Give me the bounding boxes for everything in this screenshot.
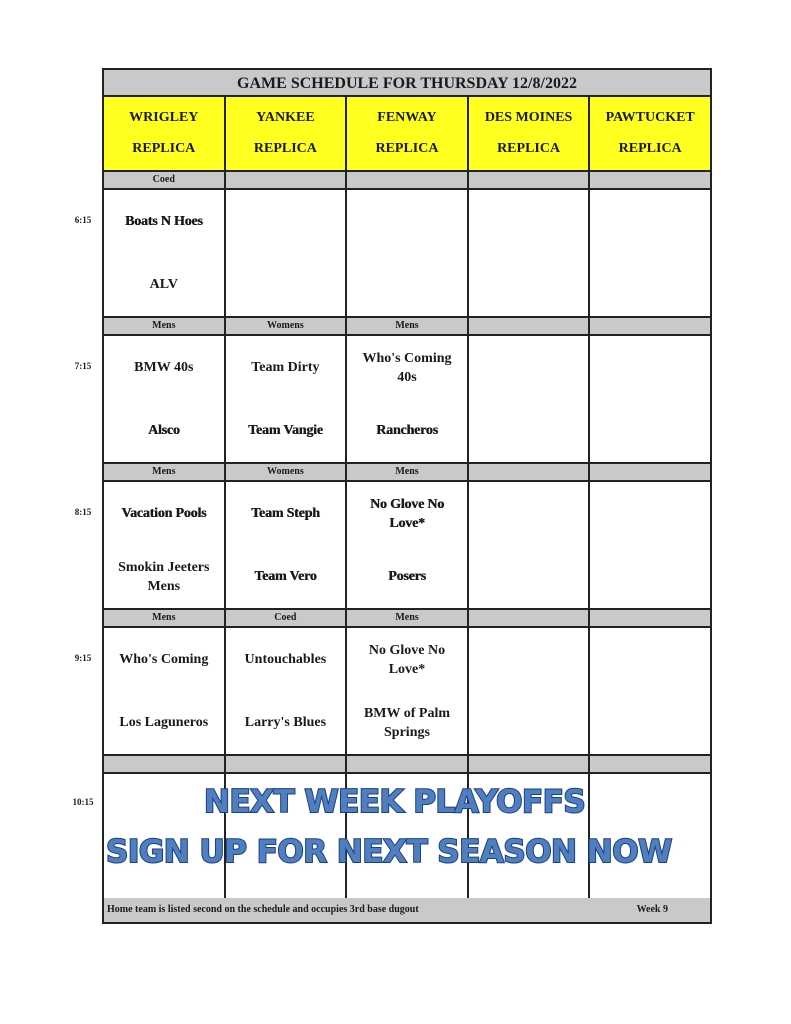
division-label: Mens	[347, 610, 469, 626]
away-team: No Glove No Love*	[369, 496, 444, 531]
home-team: Larry's Blues	[244, 715, 327, 730]
time-label-9-15: 9:15	[74, 653, 92, 663]
venue-name: FENWAY	[377, 109, 437, 125]
home-team	[469, 253, 589, 316]
division-label	[347, 172, 469, 188]
slot-row-8-15	[104, 482, 710, 610]
venue-sub: REPLICA	[618, 141, 682, 157]
away-team: No Glove No Love*	[368, 642, 446, 677]
schedule-title: GAME SCHEDULE FOR THURSDAY 12/8/2022	[104, 70, 710, 97]
away-team	[590, 190, 710, 253]
home-team	[469, 399, 589, 462]
home-team: Team Vangie	[248, 423, 323, 438]
home-team: Alsco	[147, 423, 180, 438]
venue-fenway	[347, 97, 469, 170]
game-cell	[104, 628, 226, 754]
division-label: Coed	[104, 172, 226, 188]
game-cell	[347, 482, 469, 608]
venue-pawtucket	[590, 97, 710, 170]
game-cell	[104, 336, 226, 462]
venue-des-moines	[469, 97, 591, 170]
home-team	[590, 691, 710, 754]
game-cell	[590, 190, 710, 316]
away-team: BMW 40s	[134, 360, 194, 375]
game-cell	[347, 336, 469, 462]
game-cell	[347, 190, 469, 316]
division-label: Coed	[226, 610, 348, 626]
home-team: ALV	[149, 277, 178, 292]
division-label	[590, 172, 710, 188]
time-label-6-15: 6:15	[74, 215, 92, 225]
away-team: Team Dirty	[251, 360, 320, 375]
game-cell	[469, 190, 591, 316]
division-label: Mens	[104, 464, 226, 480]
away-team: Who's Coming 40s	[362, 350, 452, 385]
home-team-note: Home team is listed second on the schedule and occupies 3rd base dugout	[107, 904, 419, 915]
away-team: Who's Coming	[119, 652, 209, 667]
home-team: Team Vero	[254, 569, 317, 584]
division-label	[347, 756, 469, 772]
game-cell	[590, 336, 710, 462]
game-cell	[590, 628, 710, 754]
home-team	[469, 545, 589, 608]
game-cell	[469, 628, 591, 754]
division-label	[469, 610, 591, 626]
slot-row-6-15	[104, 190, 710, 318]
division-label	[469, 318, 591, 334]
division-label	[226, 172, 348, 188]
home-team: Rancheros	[376, 423, 438, 438]
away-team	[469, 336, 589, 399]
away-team: Boats N Hoes	[124, 214, 203, 229]
division-label	[469, 756, 591, 772]
away-team: Untouchables	[244, 652, 327, 667]
division-label	[590, 610, 710, 626]
game-cell	[226, 336, 348, 462]
division-row-10-15	[104, 756, 710, 774]
home-team	[590, 399, 710, 462]
schedule-footer	[104, 898, 710, 922]
away-team	[590, 774, 710, 836]
venue-name: DES MOINES	[484, 109, 573, 125]
home-team	[347, 253, 467, 316]
venue-wrigley	[104, 97, 226, 170]
away-team: Team Steph	[251, 506, 320, 521]
division-label: Mens	[104, 318, 226, 334]
away-team	[590, 628, 710, 691]
division-label	[469, 464, 591, 480]
division-label: Mens	[347, 318, 469, 334]
game-cell	[226, 190, 348, 316]
game-cell	[226, 628, 348, 754]
division-label	[590, 756, 710, 772]
game-cell	[226, 482, 348, 608]
venue-sub: REPLICA	[132, 141, 196, 157]
division-label	[590, 318, 710, 334]
away-team	[469, 628, 589, 691]
venue-sub: REPLICA	[497, 141, 561, 157]
home-team	[590, 253, 710, 316]
away-team	[590, 336, 710, 399]
announcement-signup: SIGN UP FOR NEXT SEASON NOW	[106, 834, 672, 870]
division-row-7-15	[104, 318, 710, 336]
division-label	[590, 464, 710, 480]
game-cell	[347, 628, 469, 754]
venue-sub: REPLICA	[253, 141, 317, 157]
division-row-8-15	[104, 464, 710, 482]
division-row-9-15	[104, 610, 710, 628]
away-team	[469, 482, 589, 545]
time-label-8-15: 8:15	[74, 507, 92, 517]
venue-header-row	[104, 97, 710, 172]
announcement-playoffs: NEXT WEEK PLAYOFFS	[204, 784, 586, 820]
slot-row-7-15	[104, 336, 710, 464]
venue-yankee	[226, 97, 348, 170]
home-team: BMW of Palm Springs	[363, 705, 451, 740]
away-team: Vacation Pools	[121, 506, 207, 521]
game-cell	[104, 482, 226, 608]
away-team	[226, 190, 346, 253]
game-cell	[469, 482, 591, 608]
away-team	[469, 190, 589, 253]
division-label	[469, 172, 591, 188]
division-label: Mens	[104, 610, 226, 626]
slot-row-9-15	[104, 628, 710, 756]
game-cell	[469, 336, 591, 462]
venue-sub: REPLICA	[375, 141, 439, 157]
venue-name: YANKEE	[256, 109, 315, 125]
time-label-7-15: 7:15	[74, 361, 92, 371]
home-team	[226, 253, 346, 316]
division-label	[104, 756, 226, 772]
game-cell	[104, 190, 226, 316]
away-team	[590, 482, 710, 545]
division-label: Mens	[347, 464, 469, 480]
venue-name: PAWTUCKET	[605, 109, 695, 125]
time-label-10-15: 10:15	[72, 797, 94, 807]
game-cell	[590, 482, 710, 608]
division-label: Womens	[226, 464, 348, 480]
division-row-6-15	[104, 172, 710, 190]
home-team: Posers	[388, 569, 426, 584]
home-team: Smokin Jeeters Mens	[118, 559, 210, 594]
division-label: Womens	[226, 318, 348, 334]
venue-name: WRIGLEY	[129, 109, 199, 125]
week-label: Week 9	[636, 904, 668, 915]
home-team: Los Laguneros	[119, 715, 209, 730]
division-label	[226, 756, 348, 772]
home-team	[590, 545, 710, 608]
home-team	[469, 691, 589, 754]
away-team	[347, 190, 467, 253]
